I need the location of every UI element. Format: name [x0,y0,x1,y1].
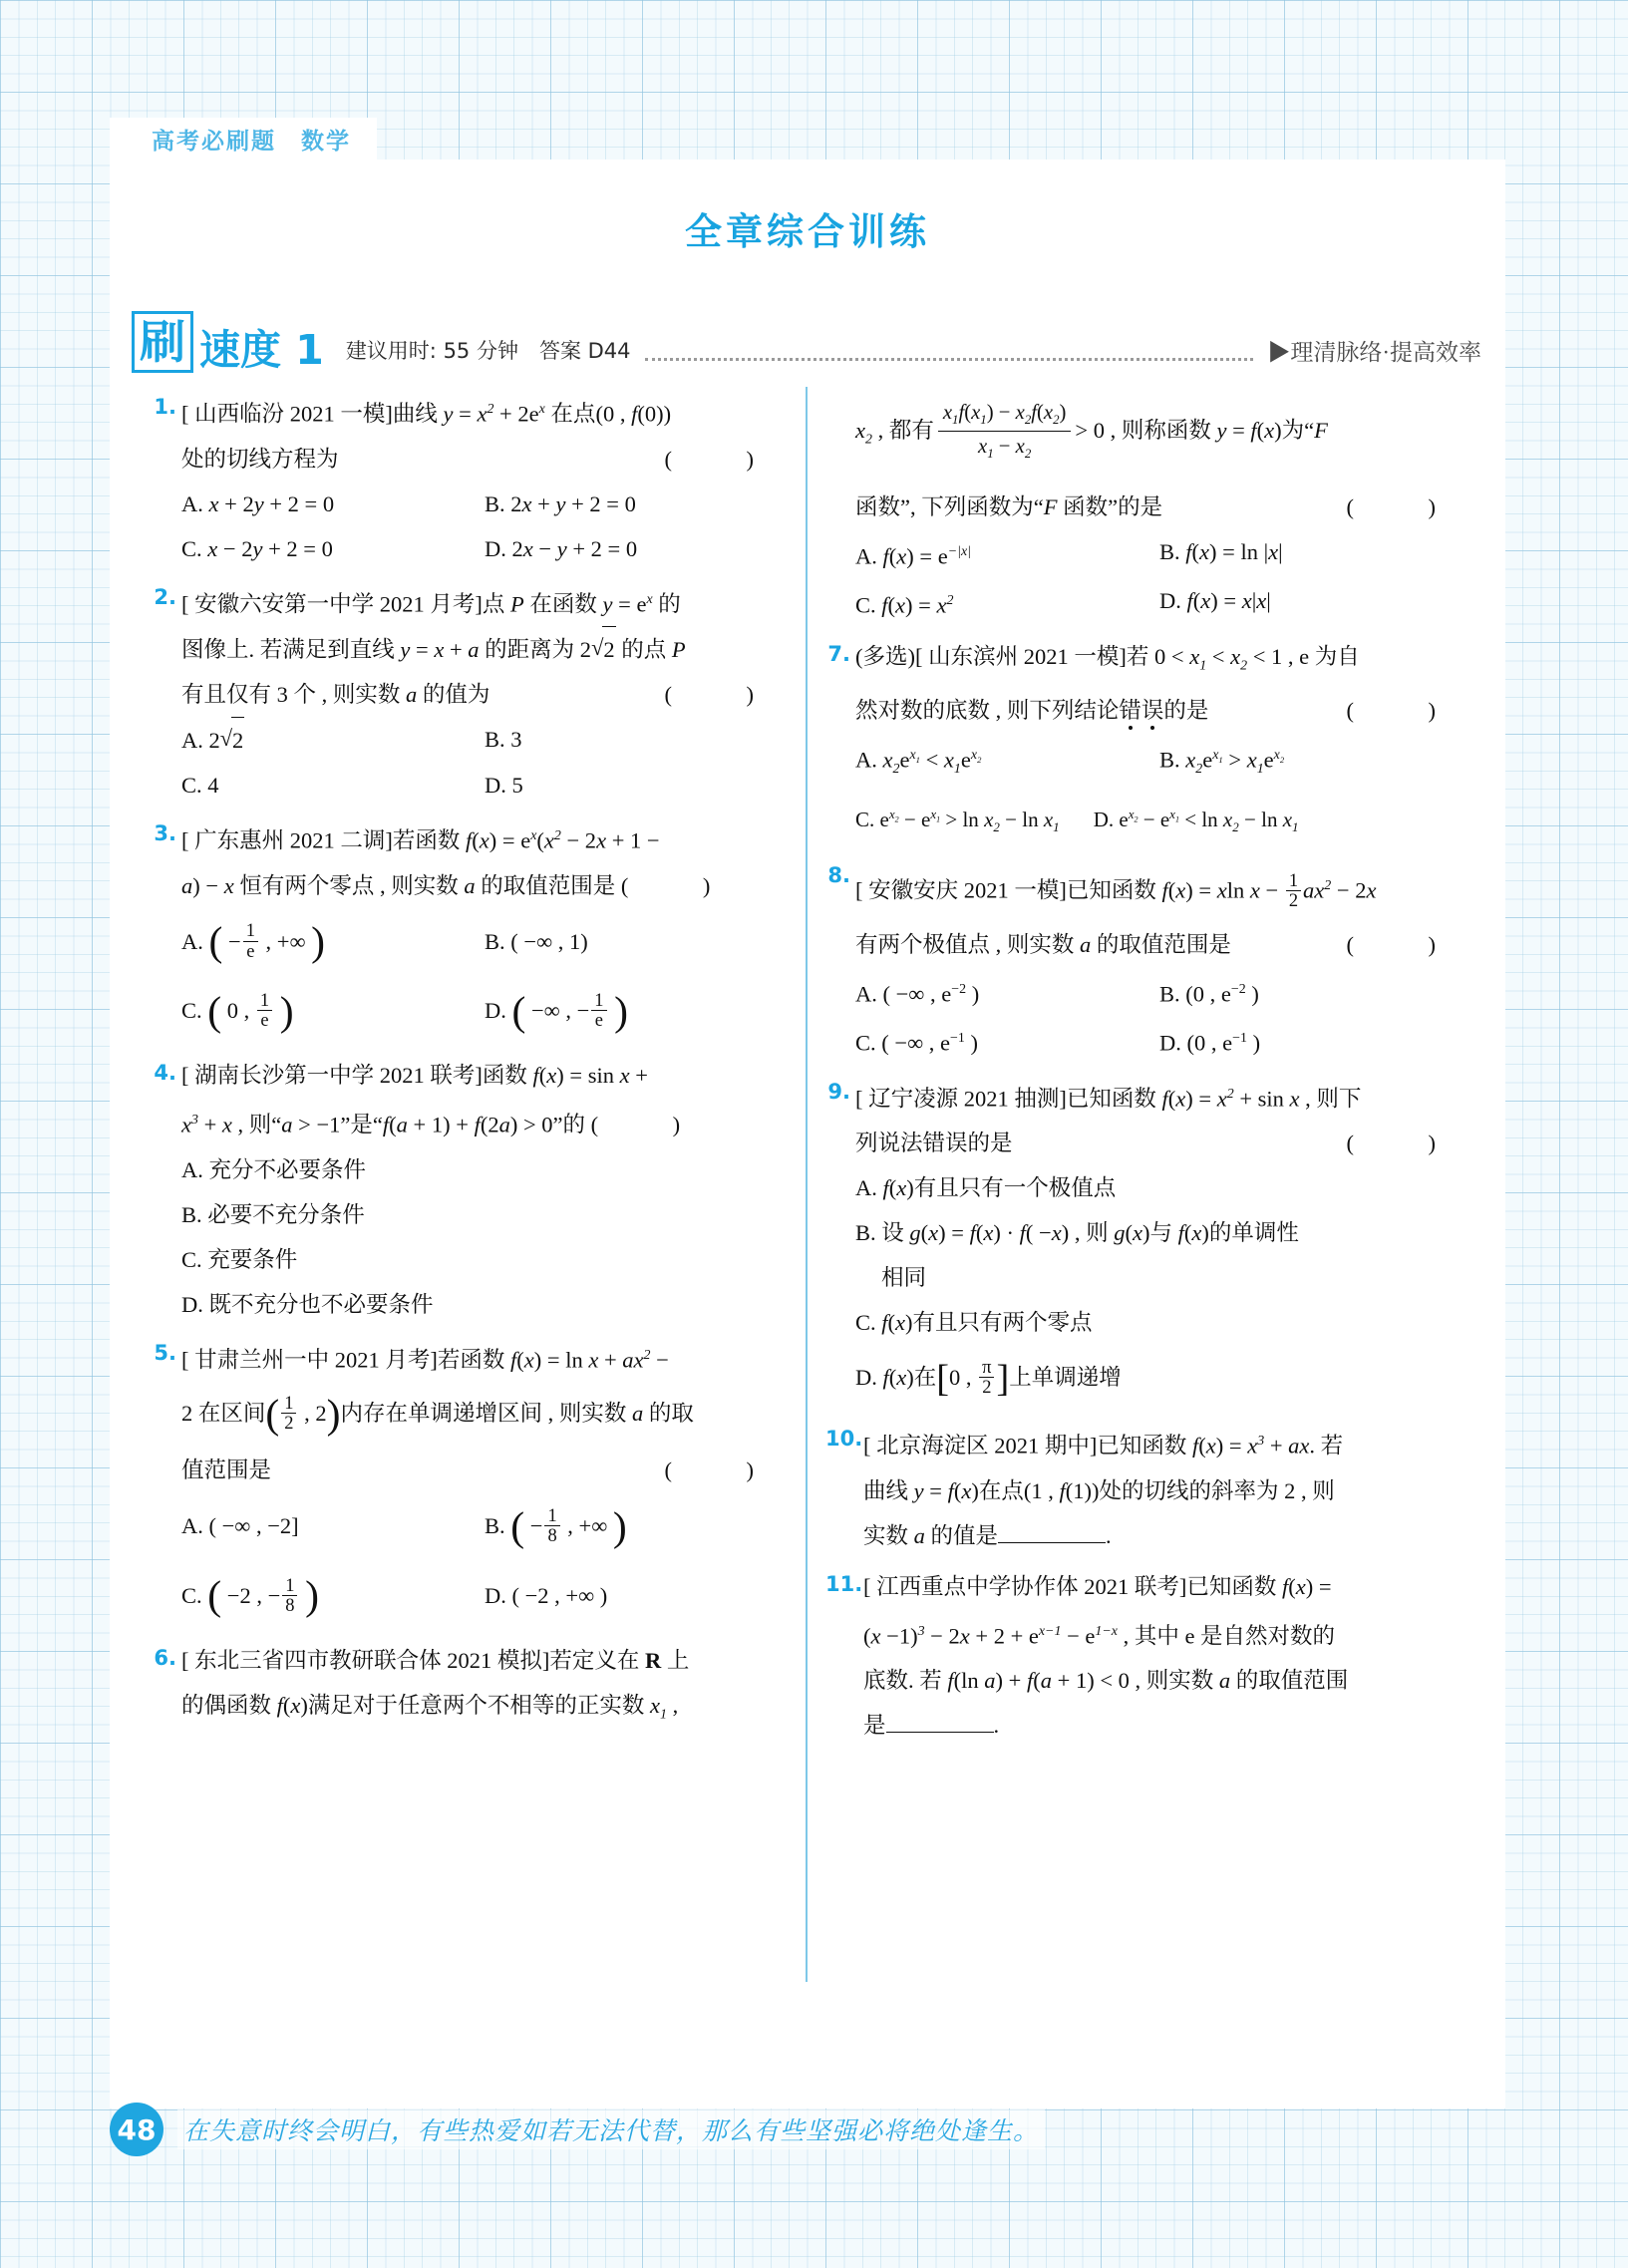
question-answer-line: 是 . [863,1713,1000,1739]
question-body [181,1333,788,1632]
option-a[interactable]: A. ( − $\frac{1}{e}$ , +∞ ) [181,919,325,966]
question-number: 1. [154,395,176,419]
question-body [181,387,788,571]
option-b[interactable]: B. 2x + y + 2 = 0 [485,490,636,516]
question-number: 10. [825,1427,863,1452]
question-options [855,733,1464,792]
option-c[interactable]: C. $f(x) = x^2$ [855,592,954,618]
question-number: 2. [154,584,176,609]
option-d[interactable]: D. (0 , $e^{-1}$ ) [1159,1030,1261,1056]
page-sheet [110,160,1505,2108]
question-stem-line: [ 广东惠州 2021 二调]若函数 $f(x) = e^x(x^2 - 2x + 1$ − [181,827,660,853]
question-body [855,855,1464,1066]
option-c[interactable]: C. x − 2y + 2 = 0 [181,535,333,561]
question-stem-line: $x_2$ , 都有 $\frac{x_1f(x_1) - x_2f(x_2)}{x_1 - x_2}$ > 0 , 则称函数 y = f(x)为“F [855,402,1328,461]
option-a[interactable]: A. ( −∞ , −2] [181,1513,299,1539]
question-4 [152,1053,788,1327]
question-stem-line: 的偶函数 f(x)满足对于任意两个不相等的正实数 $x_1$ , [181,1692,679,1723]
question-number: 9. [827,1079,850,1104]
question-body [181,813,788,1047]
question-6 [152,1638,788,1738]
section-meta: 建议用时: 55 分钟 答案 D44 [345,339,631,363]
question-stem-line: 曲线 y = f(x)在点(1 , f(1))处的切线的斜率为 2 , 则 [863,1477,1335,1503]
question-9 [825,1072,1464,1413]
question-stem-line: [ 江西重点中学协作体 2021 联考]已知函数 f(x) = [863,1573,1332,1599]
option-c[interactable]: C. 4 [181,773,219,798]
question-body [181,577,788,809]
section-name: 速度 1 [199,326,324,374]
shua-badge-icon: 刷 [132,311,193,373]
question-stem-line: [ 山西临汾 2021 一模]曲线 $y = x^2 + 2e^x$ 在点(0 , f(0)) [181,401,672,427]
option-a[interactable]: A. x + 2y + 2 = 0 [181,490,335,516]
option-b-cont: 相同 [881,1265,927,1291]
page-title: 全章综合训练 [685,210,930,253]
multi-select-tag: (多选) [855,643,915,669]
two-column-body [134,387,1481,1982]
page-header [110,118,377,160]
question-stem-line: 函数”, 下列函数为“F 函数”的是 ( ) [855,493,1462,519]
option-a[interactable]: A. 充分不必要条件 [181,1156,366,1182]
question-number: 7. [827,641,850,666]
question-options [181,482,788,526]
page-number: 48 [110,2103,163,2156]
question-8 [825,855,1464,1066]
answer-blank[interactable] [998,1542,1106,1543]
question-stem-line: [ 辽宁凌源 2021 抽测]已知函数 $f(x) = x^2 + \sin x$ , 则下 [855,1086,1362,1112]
option-b[interactable]: B. 3 [485,727,522,752]
option-c[interactable]: C. ( 0 , $\frac{1}{e}$ ) [181,988,294,1035]
question-options [181,977,788,1047]
option-d[interactable]: D. ( −2 , +∞ ) [485,1582,608,1608]
option-c[interactable]: C. ( −∞ , $e^{-1}$ ) [855,1030,978,1056]
option-c[interactable]: C. ( −2 , − $\frac{1}{8}$ ) [181,1573,319,1620]
question-body [181,1053,788,1327]
question-number: 8. [827,863,850,888]
question-options [855,578,1464,628]
question-stem-line: [ 安徽安庆 2021 一模]已知函数 f(x) = xln x − $\frac{1}{2}$ $ax^2 - 2x$ [855,869,1377,910]
option-a[interactable]: A. ( −∞ , $e^{-2}$ ) [855,981,980,1007]
question-stem-line: 有且仅有 3 个 , 则实数 a 的值为 ( ) [181,682,780,707]
question-options [181,908,788,978]
question-number: 11. [825,1571,863,1596]
question-body [181,1638,788,1738]
question-options [181,1562,788,1632]
option-b[interactable]: B. (0 , $e^{-2}$ ) [1159,981,1259,1007]
question-number: 6. [154,1645,176,1670]
option-d[interactable]: D. f(x)在[0 , $\frac{\pi}{2}$ ]上单调递增 [855,1357,1122,1400]
question-stem-line: $x^3 + x$ , 则“a > −1”是“f(a + 1) + f(2a) > 0”的 ( ) [181,1112,707,1137]
option-c[interactable]: C. 充要条件 [181,1246,298,1272]
question-body [863,1564,1464,1749]
question-stem-line: [ 北京海淀区 2021 期中]已知函数 $f(x) = x^3$ + ax. 若 [863,1433,1344,1458]
question-6-continued [825,387,1464,628]
option-b[interactable]: B. 必要不充分条件 [181,1201,365,1227]
question-stem-line: [ 湖南长沙第一中学 2021 联考]函数 f(x) = sin x + [181,1063,648,1089]
question-body [863,1419,1464,1558]
question-stem-line: a) − x 恒有两个零点 , 则实数 a 的取值范围是 ( ) [181,872,737,898]
left-column [134,387,808,1982]
book-title: 高考必刷题 数学 [152,128,351,155]
question-1 [152,387,788,571]
option-c[interactable]: C. f(x)有且只有两个零点 [855,1310,1093,1336]
answer-blank[interactable] [886,1732,994,1733]
option-d[interactable]: D. f(x) = x|x| [1159,588,1271,613]
question-stem-line: 然对数的底数 , 则下列结论错误的是 ( ) [855,698,1462,723]
option-b[interactable]: B. ( − $\frac{1}{8}$ , +∞ ) [485,1503,627,1550]
question-options [181,717,788,763]
option-b[interactable]: B. 设 g(x) = f(x) · f( −x) , 则 g(x)与 f(x)的单调性 [855,1220,1299,1246]
question-7 [825,634,1464,850]
question-options [181,1492,788,1562]
option-d[interactable]: D. $e^{x_2} - e^{x_1} < \ln x_2 - \ln x_1$ [1093,807,1299,835]
question-stem-line: 列说法错误的是 ( ) [855,1131,1462,1156]
question-5 [152,1333,788,1632]
option-d[interactable]: D. 2x − y + 2 = 0 [485,535,638,561]
question-options [855,529,1464,579]
question-number-placeholder [825,387,855,628]
option-c[interactable]: C. $e^{x_2} - e^{x_1} > \ln x_2 - \ln x_1$ [855,807,1060,835]
question-stem-line: 图像上. 若满足到直线 y = x + a 的距离为 2 √ 2 的点 P [181,626,788,672]
option-b[interactable]: B. $x_2e^{x_1} > x_1e^{x_2}$ [1159,747,1285,777]
right-column [808,387,1481,1982]
question-number: 3. [154,821,176,845]
question-options [855,792,1464,849]
page-footer [110,2103,1045,2156]
dotted-divider [645,358,1254,361]
question-options [181,526,788,571]
question-stem-line: [ 东北三省四市教研联合体 2021 模拟]若定义在 R 上 [181,1647,690,1673]
option-a[interactable]: A. $x_2e^{x_1} < x_1e^{x_2}$ [855,747,982,777]
question-number: 4. [154,1061,176,1086]
question-stem-line: 2 在区间( $\frac{1}{2}$ , 2)内存在单调递增区间 , 则实数 a 的取 [181,1391,694,1438]
question-options [855,1016,1464,1066]
question-3 [152,813,788,1047]
question-stem-line: [ 安徽六安第一中学 2021 月考]点 P 在函数 $y = e^x$ 的 [181,591,681,616]
footer-motto: 在失意时终会明白，有些热爱如若无法代替，那么有些坚强必将绝处逢生。 [177,2109,1045,2149]
question-stem-line: [ 甘肃兰州一中 2021 月考]若函数 $f(x) = \ln x + ax^2$ − [181,1347,669,1373]
option-d[interactable]: D. 5 [485,773,523,798]
section-tagline: ▶理清脉络·提高效率 [1267,340,1481,365]
question-body [855,387,1464,628]
question-options [181,763,788,808]
question-stem-line: 处的切线方程为 ( ) [181,446,780,472]
question-body [855,1072,1464,1413]
option-d[interactable]: D. ( −∞ , − $\frac{1}{e}$ ) [485,988,628,1035]
question-number: 5. [154,1340,176,1365]
question-stem-line: 有两个极值点 , 则实数 a 的取值范围是 ( ) [855,931,1462,957]
option-a[interactable]: A. 2 √ 2 [181,717,485,763]
option-d[interactable]: D. 既不充分也不必要条件 [181,1291,434,1317]
question-stem-line: 值范围是 ( ) [181,1458,780,1483]
question-stem-line: $(x -1)^3 - 2x + 2 + e^{x-1} - e^{1-x}$ , 其中 e 是自然对数的 [863,1623,1336,1649]
option-a[interactable]: A. f(x)有且只有一个极值点 [855,1175,1117,1201]
question-answer-line: 实数 a 的值是 . [863,1522,1112,1548]
question-11 [825,1564,1464,1749]
question-2 [152,577,788,809]
option-b[interactable]: B. f(x) = ln |x| [1159,538,1283,564]
section-header [132,303,1505,373]
question-body [855,634,1464,850]
question-stem-line: 底数. 若 f(ln a) + f(a + 1) < 0 , 则实数 a 的取值范围 [863,1668,1349,1694]
question-stem-line: (多选)[ 山东滨州 2021 一模]若 $0 < x_1 < x_2 < 1$ , e 为自 [855,643,1360,673]
option-a[interactable]: A. $f(x) = e^{-|x|}$ [855,543,971,568]
question-10 [825,1419,1464,1558]
option-b[interactable]: B. ( −∞ , 1) [485,928,588,954]
question-options [855,967,1464,1017]
